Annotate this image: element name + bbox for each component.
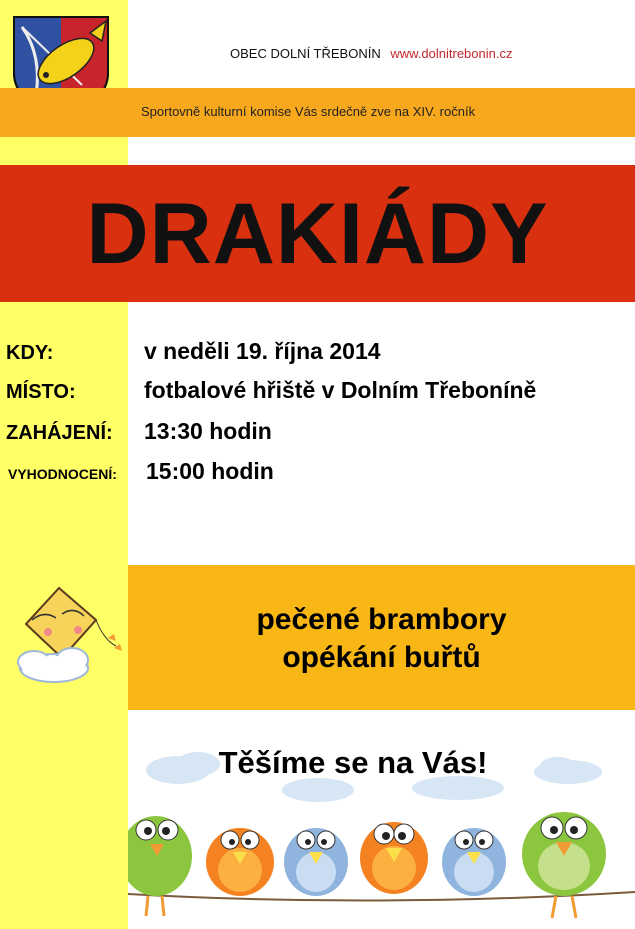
invitation-band xyxy=(0,88,635,137)
invitation-text: Sportovně kulturní komise Vás srdečně zve na XIV. ročník xyxy=(141,104,476,119)
refreshments-box xyxy=(128,565,635,710)
website-link[interactable]: www.dolnitrebonin.cz xyxy=(390,46,513,61)
kite-cloud-icon xyxy=(4,580,124,695)
detail-value-place: fotbalové hřiště v Dolním Třeboníně xyxy=(144,377,537,403)
greeting: Těšíme se na Vás! xyxy=(218,745,488,780)
refreshment-item: pečené brambory xyxy=(256,603,507,636)
municipality-name: OBEC DOLNÍ TŘEBONÍN xyxy=(230,46,381,61)
detail-label-results: VYHODNOCENÍ: xyxy=(8,466,117,482)
detail-label-place: MÍSTO: xyxy=(6,381,76,403)
detail-value-results: 15:00 hodin xyxy=(146,458,274,484)
detail-value-start: 13:30 hodin xyxy=(144,418,272,444)
refreshment-item: opékání buřtů xyxy=(282,641,481,674)
event-title: DRAKIÁDY xyxy=(86,186,549,282)
detail-value-when: v neděli 19. října 2014 xyxy=(144,338,381,364)
detail-label-when: KDY: xyxy=(6,342,54,364)
left-yellow-strip xyxy=(0,0,128,929)
header-line xyxy=(230,46,512,61)
detail-label-start: ZAHÁJENÍ: xyxy=(6,422,113,444)
title-band xyxy=(0,165,635,302)
bird-icon xyxy=(128,796,635,929)
